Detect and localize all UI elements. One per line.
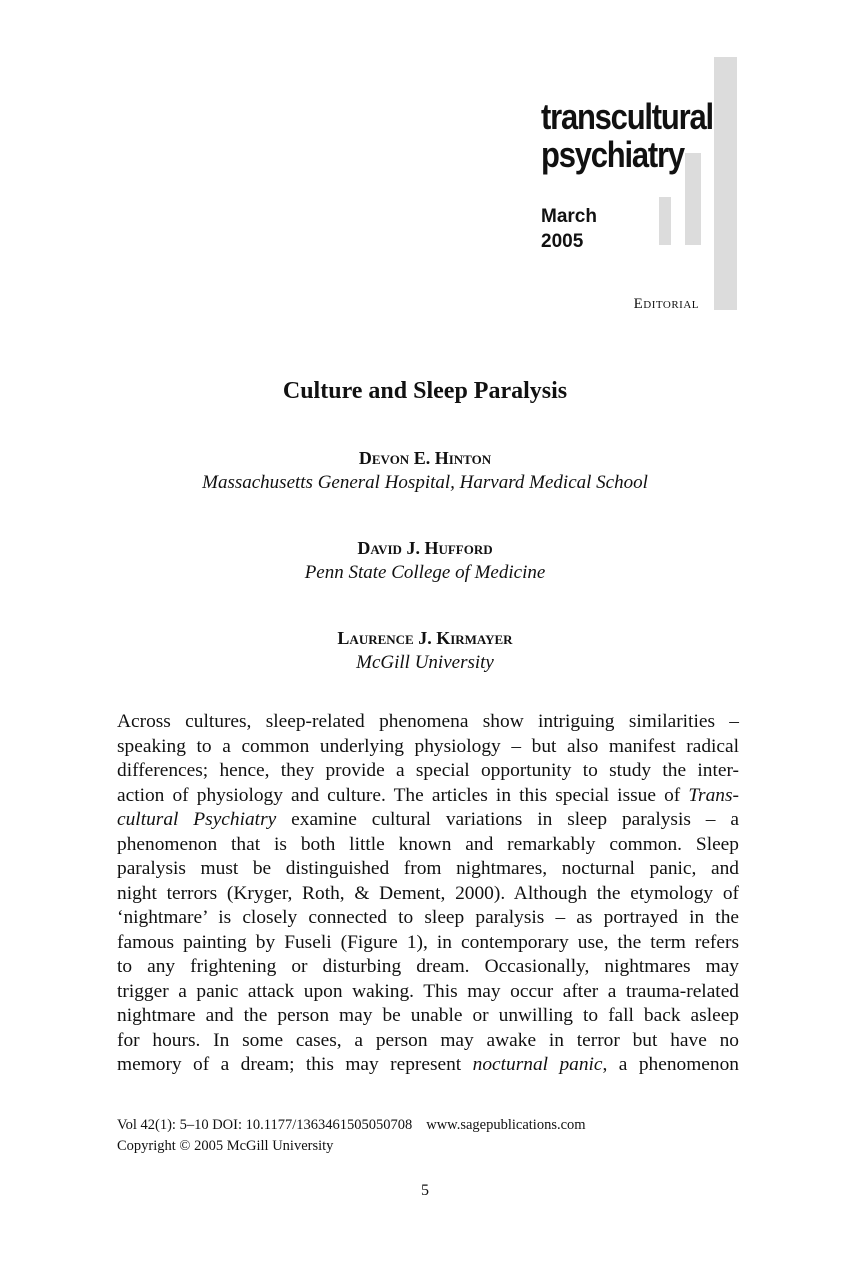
italic-journal-name: Trans-	[688, 784, 739, 806]
body-line: trigger a panic attack upon waking. This may occur after a trauma-related	[117, 980, 739, 1002]
body-text	[117, 710, 739, 1078]
body-line: phenomenon that is both little known and remarkably common. Sleep	[117, 833, 739, 855]
author-name: David J. Hufford	[357, 538, 493, 558]
journal-name-line2: psychiatry	[541, 134, 684, 175]
italic-journal-name: cultural Psychiatry	[117, 809, 277, 830]
body-line: nightmare and the person may be unable or unwilling to fall back asleep	[117, 1005, 739, 1026]
issue-year: 2005	[541, 231, 584, 252]
author-name: Devon E. Hinton	[358, 448, 492, 468]
body-line: to any frightening or disturbing dream. Occasionally, nightmares may	[117, 956, 739, 977]
journal-mark-bar-short	[659, 197, 671, 245]
italic-term: nocturnal panic	[472, 1054, 603, 1075]
journal-name-line1: transcultural	[541, 96, 713, 137]
body-line: paralysis must be distinguished from nightmares, nocturnal panic, and	[117, 858, 739, 879]
publisher-website[interactable]: www.sagepublications.com	[426, 1117, 586, 1133]
body-line: cultural Psychiatry examine cultural variations in sleep paralysis – a	[117, 809, 739, 830]
journal-mark-bar-tall	[714, 57, 737, 310]
author-affiliation: Massachusetts General Hospital, Harvard Medical School	[202, 472, 648, 493]
journal-mark-bar-mid	[685, 153, 701, 245]
author-name: Laurence J. Kirmayer	[337, 628, 513, 648]
article-title: Culture and Sleep Paralysis	[282, 378, 568, 404]
issue-month: March	[541, 206, 597, 227]
journal-name	[541, 96, 713, 175]
author-block-2	[0, 536, 850, 586]
copyright: Copyright © 2005 McGill University	[117, 1138, 334, 1154]
issue-date	[541, 204, 597, 254]
body-line: famous painting by Fuseli (Figure 1), in contemporary use, the term refers	[117, 931, 739, 953]
body-line: night terrors (Kryger, Roth, & Dement, 2000). Although the etymology of	[117, 882, 739, 904]
section-label: Editorial	[633, 296, 699, 312]
citation: Vol 42(1): 5–10 DOI: 10.1177/1363461505050708	[117, 1117, 413, 1133]
article-footer	[117, 1115, 586, 1157]
body-line: action of physiology and culture. The articles in this special issue of Trans-	[117, 784, 739, 806]
author-block-3	[0, 626, 850, 676]
page-number: 5	[421, 1182, 429, 1199]
body-line: memory of a dream; this may represent nocturnal panic, a phenomenon	[117, 1054, 739, 1075]
body-line: Across cultures, sleep-related phenomena show intriguing similarities –	[117, 711, 739, 732]
body-line: ‘nightmare’ is closely connected to sleep paralysis – as portrayed in the	[117, 907, 739, 928]
author-block-1	[0, 446, 850, 496]
citation-line	[117, 1115, 586, 1136]
body-line: speaking to a common underlying physiology – but also manifest radical	[117, 735, 739, 757]
body-line: differences; hence, they provide a special opportunity to study the inter-	[117, 760, 739, 781]
author-affiliation: Penn State College of Medicine	[304, 562, 546, 583]
author-affiliation: McGill University	[356, 652, 494, 673]
body-line: for hours. In some cases, a person may awake in terror but have no	[117, 1029, 739, 1051]
